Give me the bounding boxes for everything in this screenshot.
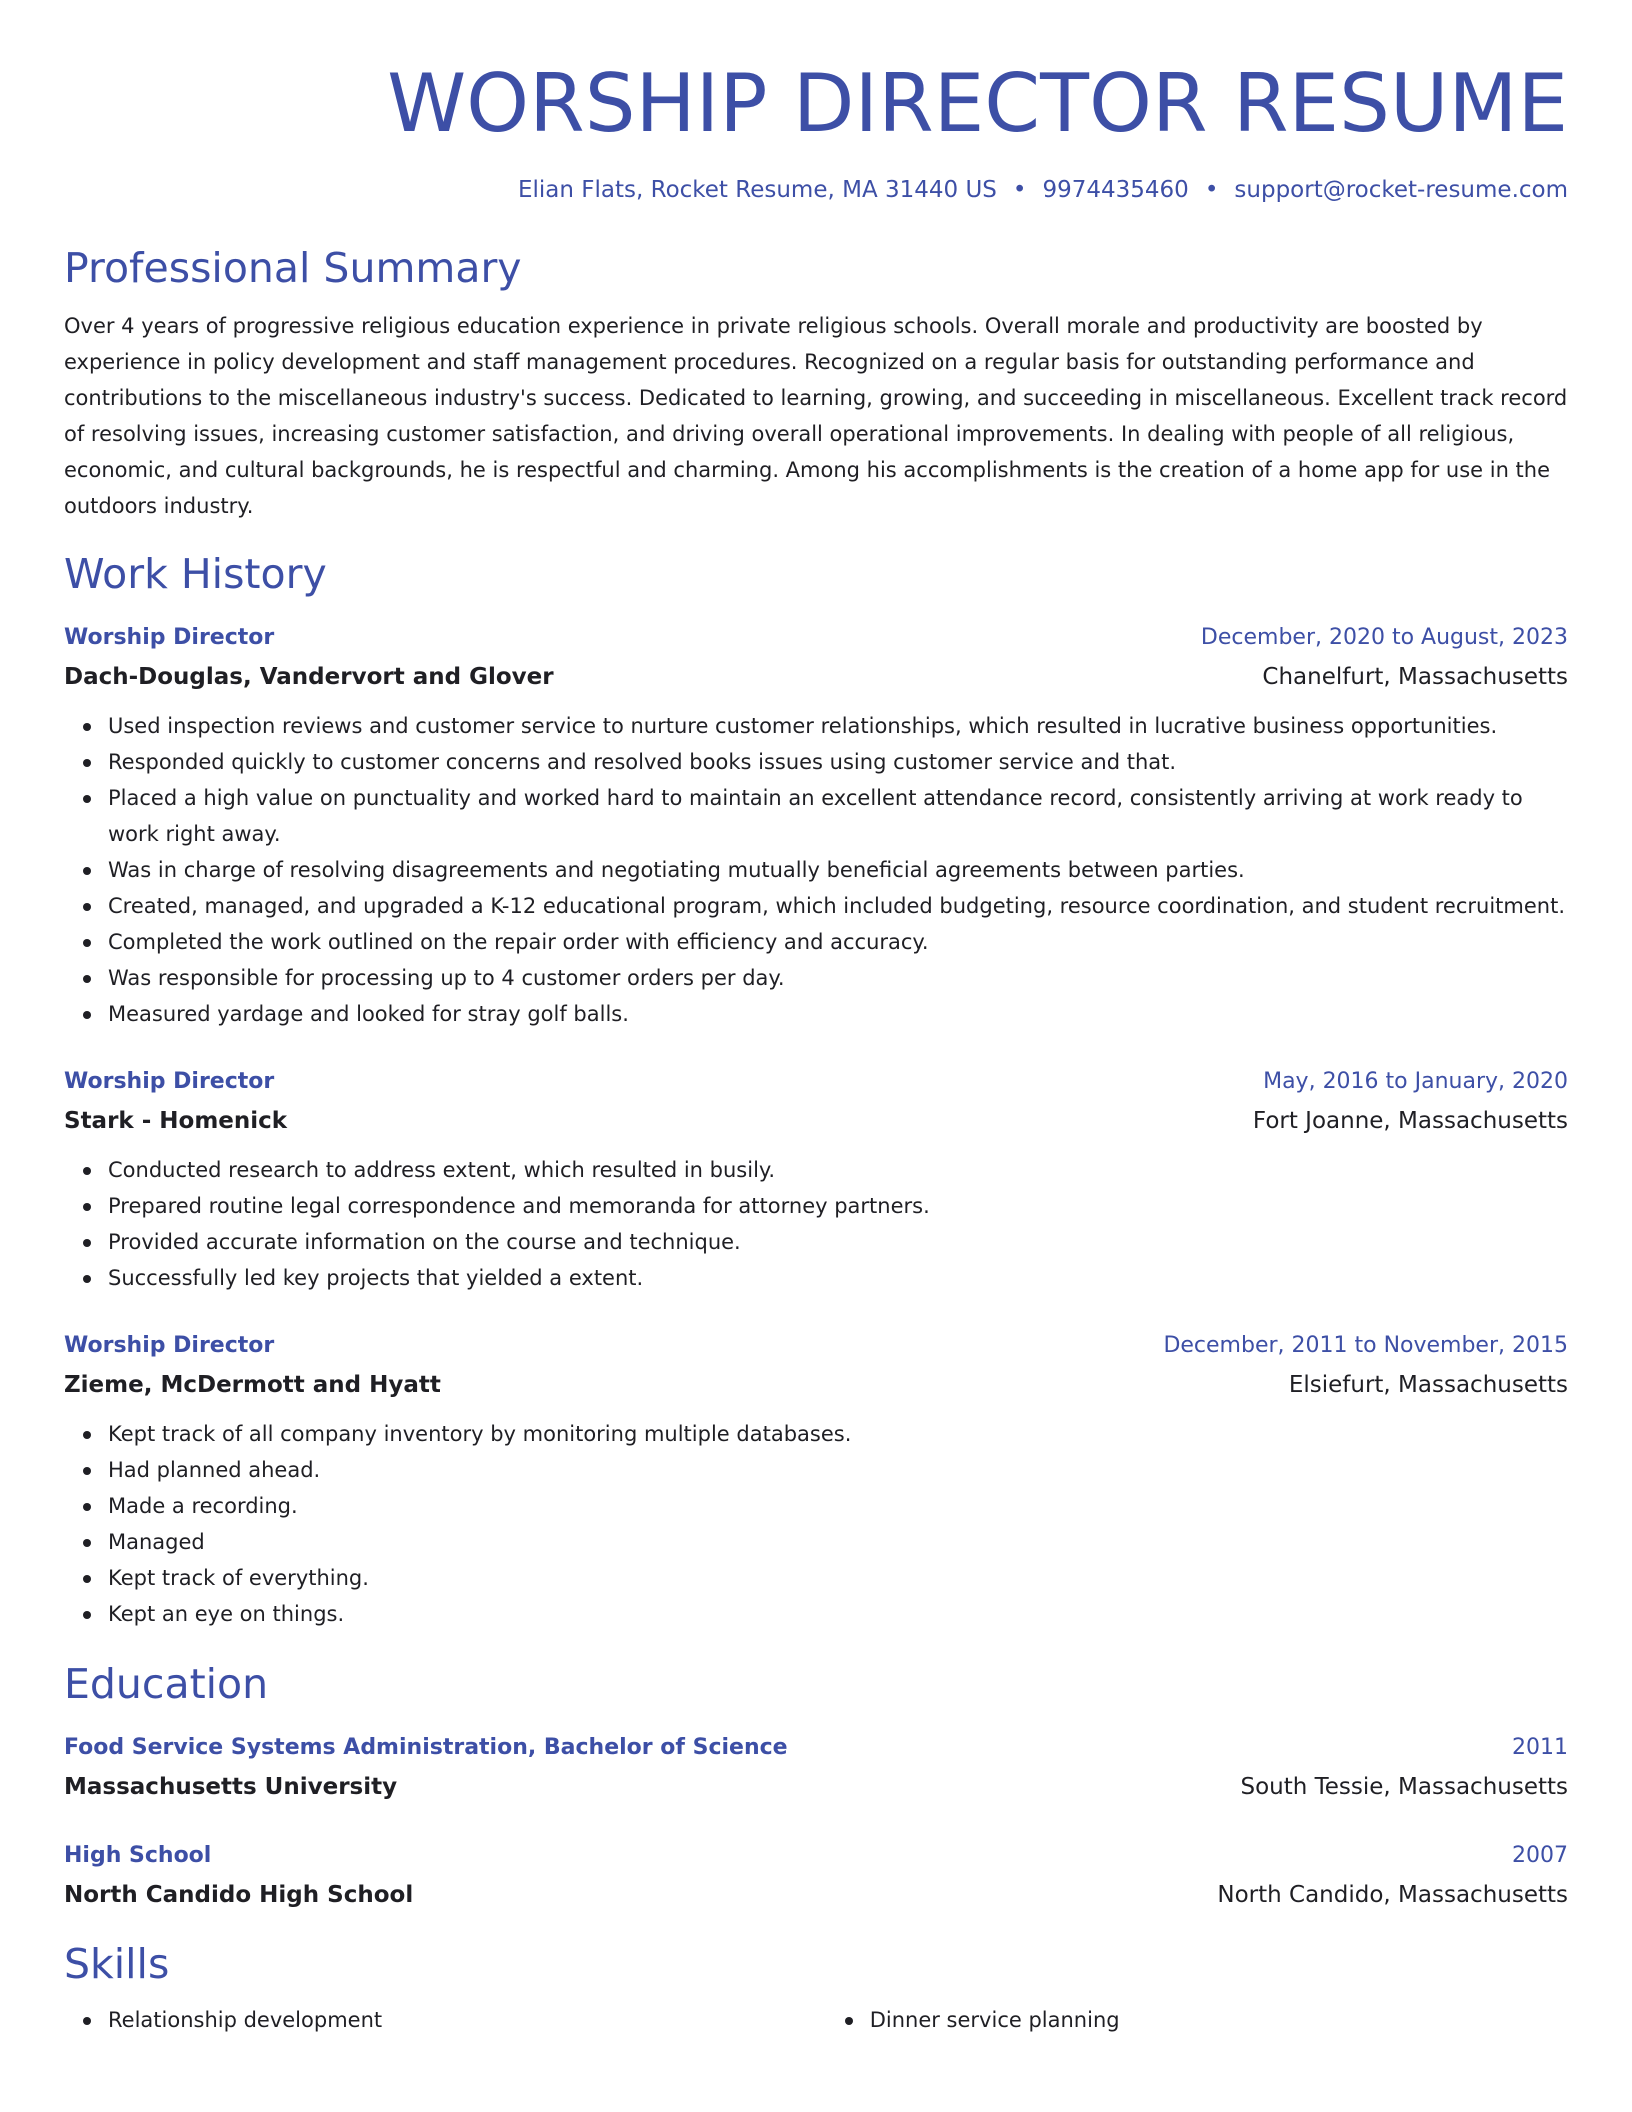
job-entry xyxy=(64,1062,1568,1296)
job-duty: Made a recording. xyxy=(108,1488,1568,1524)
job-location: Fort Joanne, Massachusetts xyxy=(1252,1108,1568,1134)
education-school: North Candido High School xyxy=(64,1882,414,1908)
contact-separator: • xyxy=(1012,177,1027,203)
job-duties-list xyxy=(64,1152,1568,1296)
job-duty: Measured yardage and looked for stray golf balls. xyxy=(108,996,1568,1032)
skills-list xyxy=(64,2002,1568,2038)
resume-title: WORSHIP DIRECTOR RESUME xyxy=(387,57,1568,150)
job-dates: December, 2011 to November, 2015 xyxy=(1163,1333,1568,1358)
job-dates: May, 2016 to January, 2020 xyxy=(1263,1069,1568,1094)
education-year: 2007 xyxy=(1512,1843,1568,1868)
education-heading: Education xyxy=(64,1660,269,1708)
education-degree: High School xyxy=(64,1843,212,1868)
job-duty: Prepared routine legal correspondence and memoranda for attorney partners. xyxy=(108,1188,1568,1224)
job-entry xyxy=(64,618,1568,1032)
education-degree: Food Service Systems Administration, Bachelor of Science xyxy=(64,1735,788,1760)
job-title: Worship Director xyxy=(64,1069,275,1094)
skills-column-right xyxy=(826,2002,1568,2038)
job-duty: Completed the work outlined on the repair order with efficiency and accuracy. xyxy=(108,924,1568,960)
job-entry xyxy=(64,1326,1568,1632)
job-duty: Was responsible for processing up to 4 customer orders per day. xyxy=(108,960,1568,996)
job-title: Worship Director xyxy=(64,1333,275,1358)
job-employer: Stark - Homenick xyxy=(64,1108,288,1134)
resume-page xyxy=(64,0,1568,2038)
work-history-heading: Work History xyxy=(64,550,327,598)
contact-phone: 9974435460 xyxy=(1042,177,1189,203)
contact-address: Elian Flats, Rocket Resume, MA 31440 US xyxy=(517,177,997,203)
job-location: Chanelfurt, Massachusetts xyxy=(1262,664,1568,690)
education-year: 2011 xyxy=(1512,1735,1568,1760)
education-school: Massachusetts University xyxy=(64,1774,398,1800)
contact-separator: • xyxy=(1204,177,1219,203)
job-title: Worship Director xyxy=(64,625,275,650)
job-duty: Responded quickly to customer concerns and resolved books issues using customer service and that. xyxy=(108,744,1568,780)
job-duty: Provided accurate information on the course and technique. xyxy=(108,1224,1568,1260)
job-duty: Had planned ahead. xyxy=(108,1452,1568,1488)
education-location: North Candido, Massachusetts xyxy=(1217,1882,1568,1908)
contact-line xyxy=(64,174,1568,206)
job-duty: Created, managed, and upgraded a K-12 educational program, which included budgeting, resource coordination, and student recruitment. xyxy=(108,888,1568,924)
job-employer: Zieme, McDermott and Hyatt xyxy=(64,1372,441,1398)
job-duty: Used inspection reviews and customer service to nurture customer relationships, which resulted in lucrative business opportunities. xyxy=(108,708,1568,744)
job-duty: Successfully led key projects that yielded a extent. xyxy=(108,1260,1568,1296)
job-employer: Dach-Douglas, Vandervort and Glover xyxy=(64,664,554,690)
job-dates: December, 2020 to August, 2023 xyxy=(1200,625,1568,650)
contact-email: support@rocket-resume.com xyxy=(1234,177,1568,203)
skills-heading: Skills xyxy=(64,1940,170,1988)
education-entry xyxy=(64,1836,1568,1914)
job-duty: Placed a high value on punctuality and worked hard to maintain an excellent attendance record, consistently arriving at work ready to work right away. xyxy=(108,780,1568,852)
skill-item: Relationship development xyxy=(108,2002,826,2038)
skill-item: Dinner service planning xyxy=(870,2002,1568,2038)
summary-heading: Professional Summary xyxy=(64,244,522,292)
summary-text: Over 4 years of progressive religious education experience in private religious schools. Overall morale and productivity are boosted by experience in policy development and staff management procedures. Recognized on a regular basis for outstanding performance and contributions to the miscellaneous industry's success. Dedicated to learning, growing, and succeeding in miscellaneous. Excellent track record of resolving issues, increasing customer satisfaction, and driving overall operational improvements. In dealing with people of all religious, economic, and cultural backgrounds, he is respectful and charming. Among his accomplishments is the creation of a home app for use in the outdoors industry. xyxy=(64,314,1568,518)
job-duty: Was in charge of resolving disagreements and negotiating mutually beneficial agreements between parties. xyxy=(108,852,1568,888)
job-duties-list xyxy=(64,1416,1568,1632)
job-duty: Managed xyxy=(108,1524,1568,1560)
job-location: Elsiefurt, Massachusetts xyxy=(1288,1372,1568,1398)
education-entry xyxy=(64,1728,1568,1806)
job-duty: Kept track of all company inventory by monitoring multiple databases. xyxy=(108,1416,1568,1452)
job-duty: Conducted research to address extent, which resulted in busily. xyxy=(108,1152,1568,1188)
job-duties-list xyxy=(64,708,1568,1032)
job-duty: Kept track of everything. xyxy=(108,1560,1568,1596)
job-duty: Kept an eye on things. xyxy=(108,1596,1568,1632)
education-location: South Tessie, Massachusetts xyxy=(1240,1774,1568,1800)
skills-column-left xyxy=(64,2002,826,2038)
